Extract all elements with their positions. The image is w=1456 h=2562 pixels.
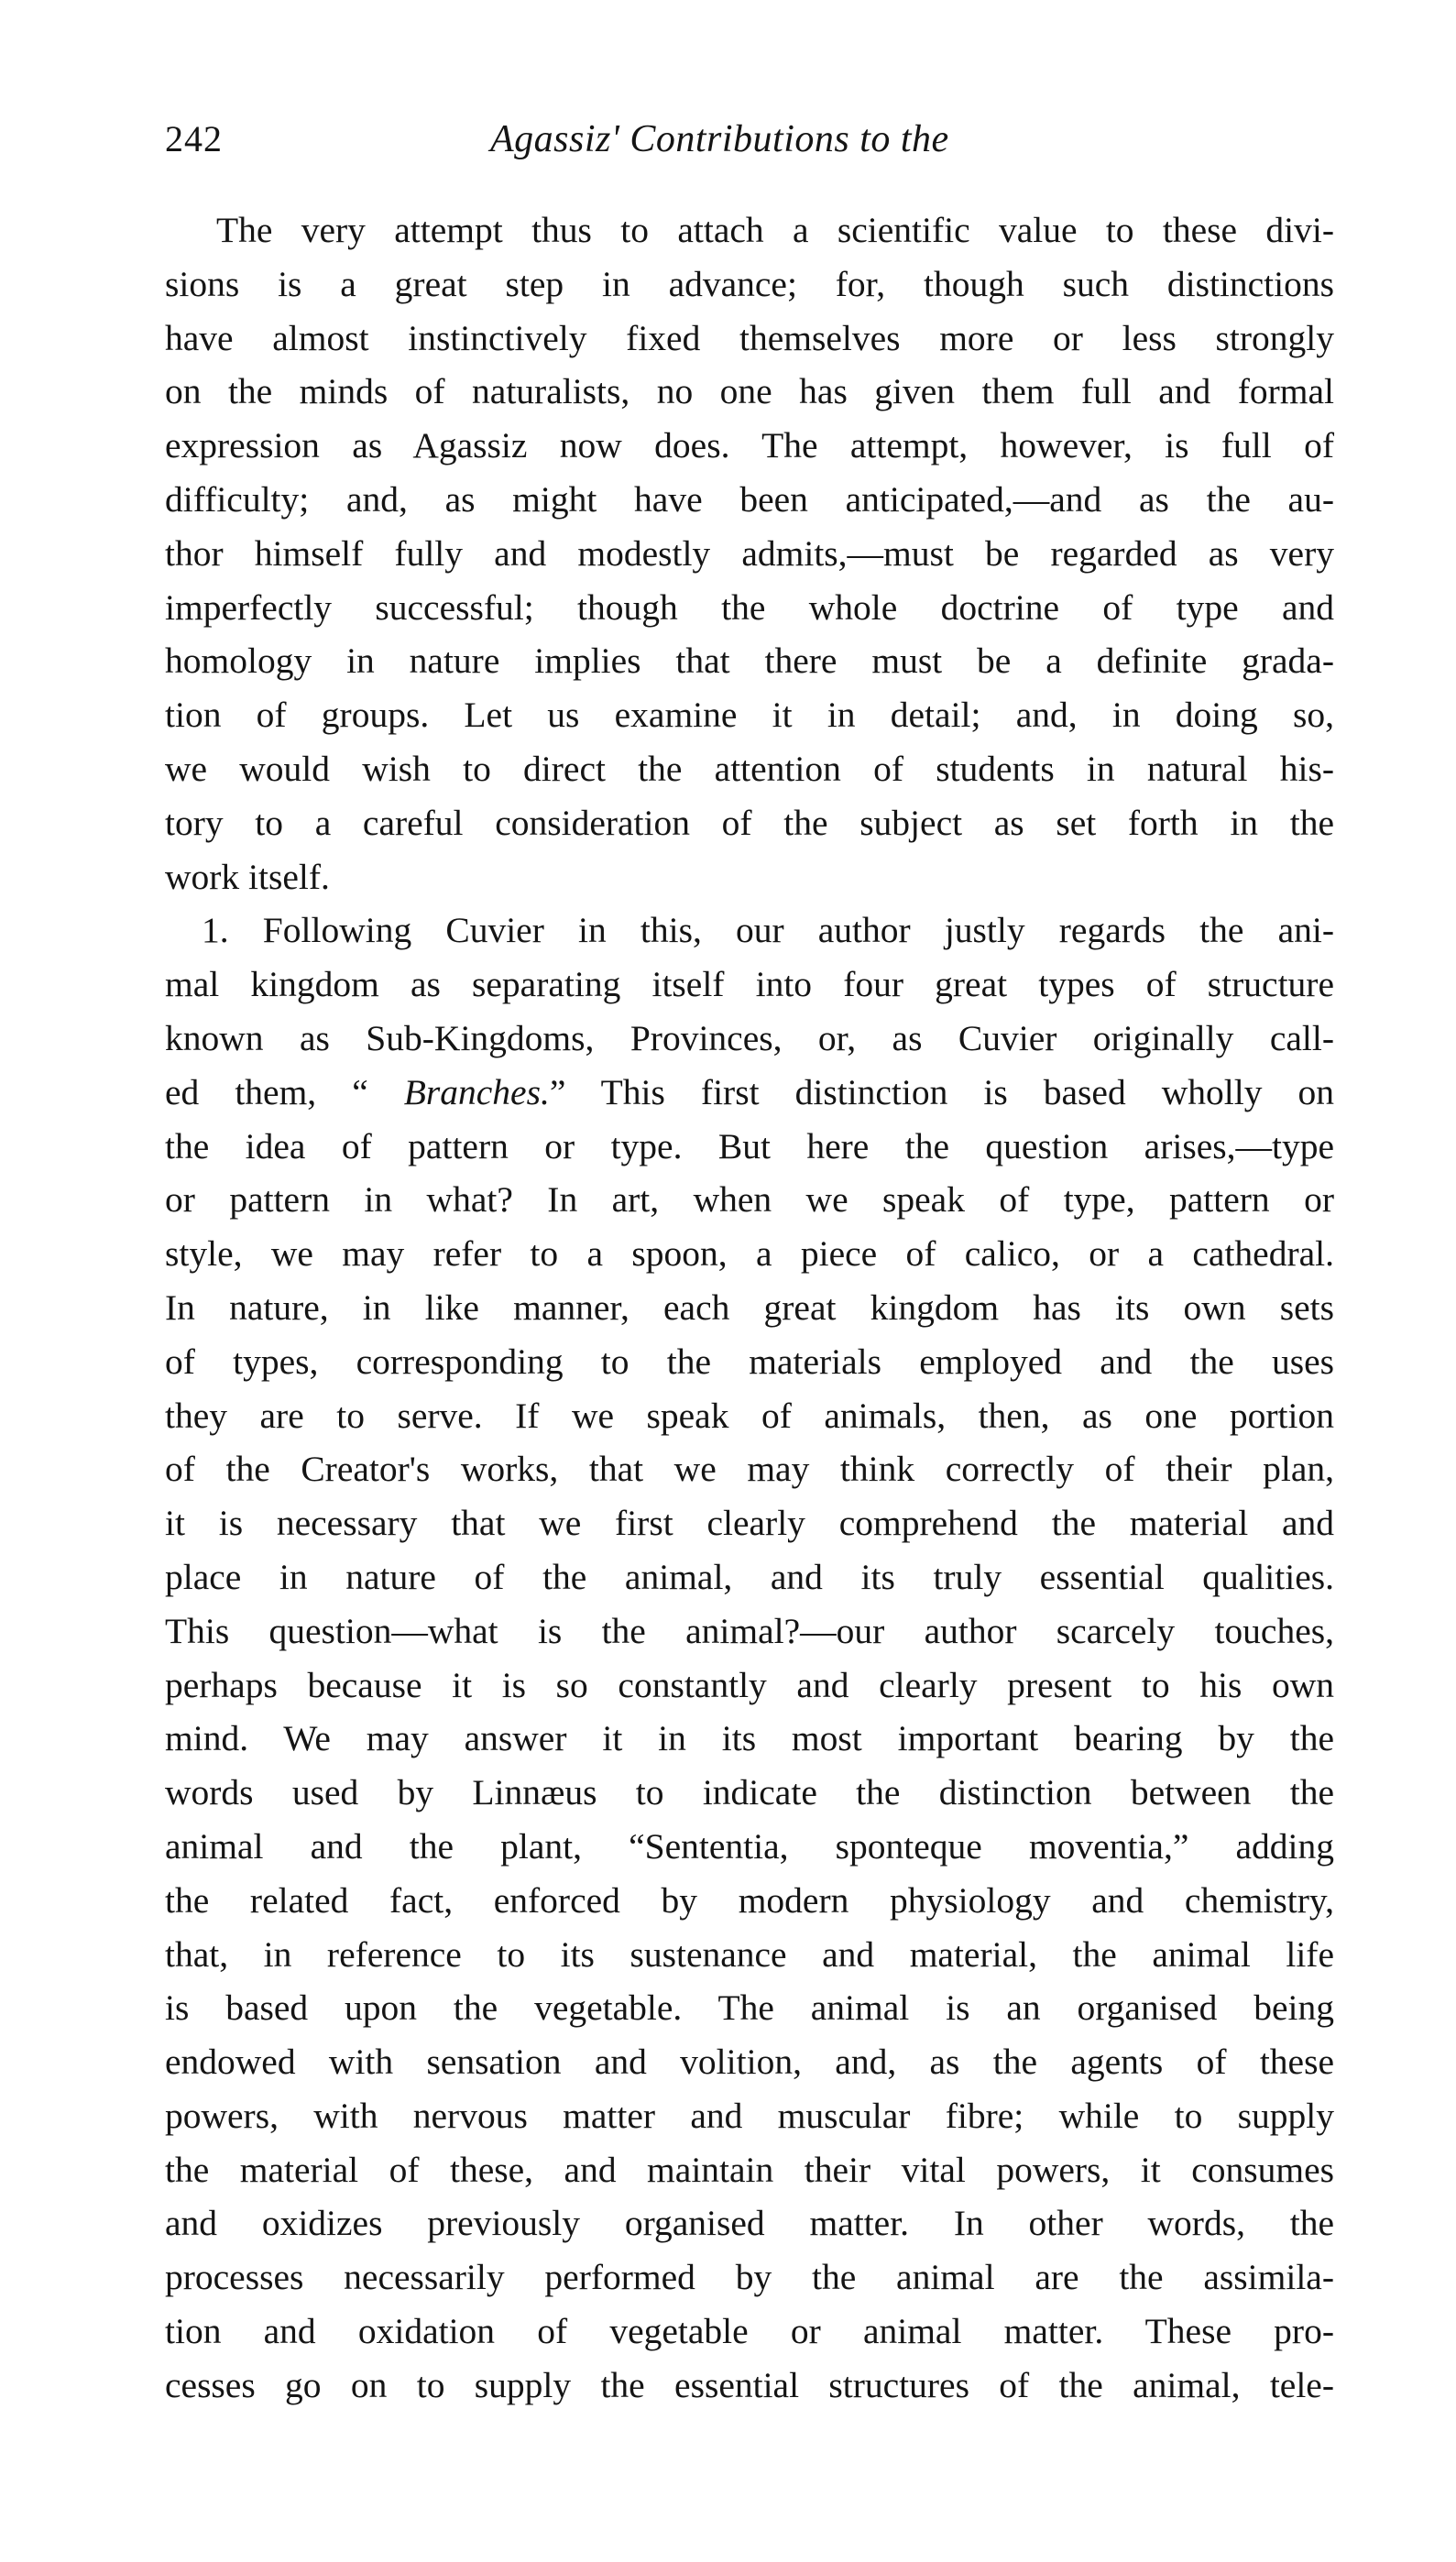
text-line: homology in nature implies that there must be a definite grada-	[165, 640, 1334, 682]
text-line: and oxidizes previously organised matter. In other words, the	[165, 2203, 1334, 2244]
text-line: In nature, in like manner, each great kingdom has its own sets	[165, 1286, 1334, 1328]
text-line: the related fact, enforced by modern physiology and chemistry,	[165, 1879, 1334, 1921]
text-line: cesses go on to supply the essential structures of the animal, tele-	[165, 2364, 1334, 2405]
text-line: tory to a careful consideration of the subject as set forth in the	[165, 802, 1334, 843]
text-line: animal and the plant, “Sententia, sponteque moventia,” adding	[165, 1825, 1334, 1867]
text-line: 1. Following Cuvier in this, our author justly regards the ani-	[202, 910, 1334, 951]
text-line: the idea of pattern or type. But here the question arises,—type	[165, 1125, 1334, 1166]
paragraph-2	[165, 903, 1334, 2412]
text-line: expression as Agassiz now does. The attempt, however, is full of	[165, 425, 1334, 466]
emphasized-term: Branches.	[403, 1071, 550, 1112]
text-line: perhaps because it is so constantly and clearly present to his own	[165, 1664, 1334, 1705]
text-line: mal kingdom as separating itself into four great types of structure	[165, 964, 1334, 1005]
text-line: is based upon the vegetable. The animal is an organised being	[165, 1987, 1334, 2029]
text-line: tion and oxidation of vegetable or animal matter. These pro-	[165, 2311, 1334, 2352]
text-line: on the minds of naturalists, no one has given them full and formal	[165, 371, 1334, 412]
text-line: of the Creator's works, that we may think correctly of their plan,	[165, 1449, 1334, 1490]
text-line: processes necessarily performed by the animal are the assimila-	[165, 2257, 1334, 2298]
text-line: ed them, “ Branches.” This first distinction is based wholly on	[165, 1071, 1334, 1112]
text-line: endowed with sensation and volition, and, as the agents of these	[165, 2042, 1334, 2083]
running-title: Agassiz' Contributions to the	[490, 118, 949, 160]
text-line: work itself.	[165, 856, 330, 897]
text-line: mind. We may answer it in its most important bearing by the	[165, 1718, 1334, 1759]
text-line: thor himself fully and modestly admits,—must be regarded as very	[165, 532, 1334, 574]
text-line: words used by Linnæus to indicate the distinction between the	[165, 1772, 1334, 1813]
text-line: imperfectly successful; though the whole doctrine of type and	[165, 586, 1334, 628]
text-line: sions is a great step in advance; for, though such distinctions	[165, 263, 1334, 304]
body-text	[165, 203, 1334, 2413]
text-line: The very attempt thus to attach a scientific value to these divi-	[216, 210, 1334, 250]
text-line: known as Sub-Kingdoms, Provinces, or, as Cuvier originally call-	[165, 1017, 1334, 1058]
text-line: style, we may refer to a spoon, a piece of calico, or a cathedral.	[165, 1233, 1334, 1275]
text-line: of types, corresponding to the materials employed and the uses	[165, 1341, 1334, 1382]
text-line: they are to serve. If we speak of animals, then, as one portion	[165, 1395, 1334, 1436]
page-number: 242	[165, 118, 223, 159]
running-head	[165, 117, 1329, 172]
text-line: that, in reference to its sustenance and material, the animal life	[165, 1933, 1334, 1975]
text-line: or pattern in what? In art, when we speak of type, pattern or	[165, 1179, 1334, 1221]
text-line: we would wish to direct the attention of students in natural his-	[165, 748, 1334, 789]
text-line: have almost instinctively fixed themselves more or less strongly	[165, 317, 1334, 358]
text-line: it is necessary that we first clearly comprehend the material and	[165, 1503, 1334, 1544]
text-line: This question—what is the animal?—our author scarcely touches,	[165, 1610, 1334, 1651]
text-line: tion of groups. Let us examine it in detail; and, in doing so,	[165, 695, 1334, 736]
text-line: the material of these, and maintain their vital powers, it consumes	[165, 2149, 1334, 2190]
text-line: difficulty; and, as might have been anticipated,—and as the au-	[165, 478, 1334, 520]
text-line: powers, with nervous matter and muscular fibre; while to supply	[165, 2095, 1334, 2136]
paragraph-1	[165, 203, 1334, 903]
text-line: place in nature of the animal, and its truly essential qualities.	[165, 1556, 1334, 1597]
